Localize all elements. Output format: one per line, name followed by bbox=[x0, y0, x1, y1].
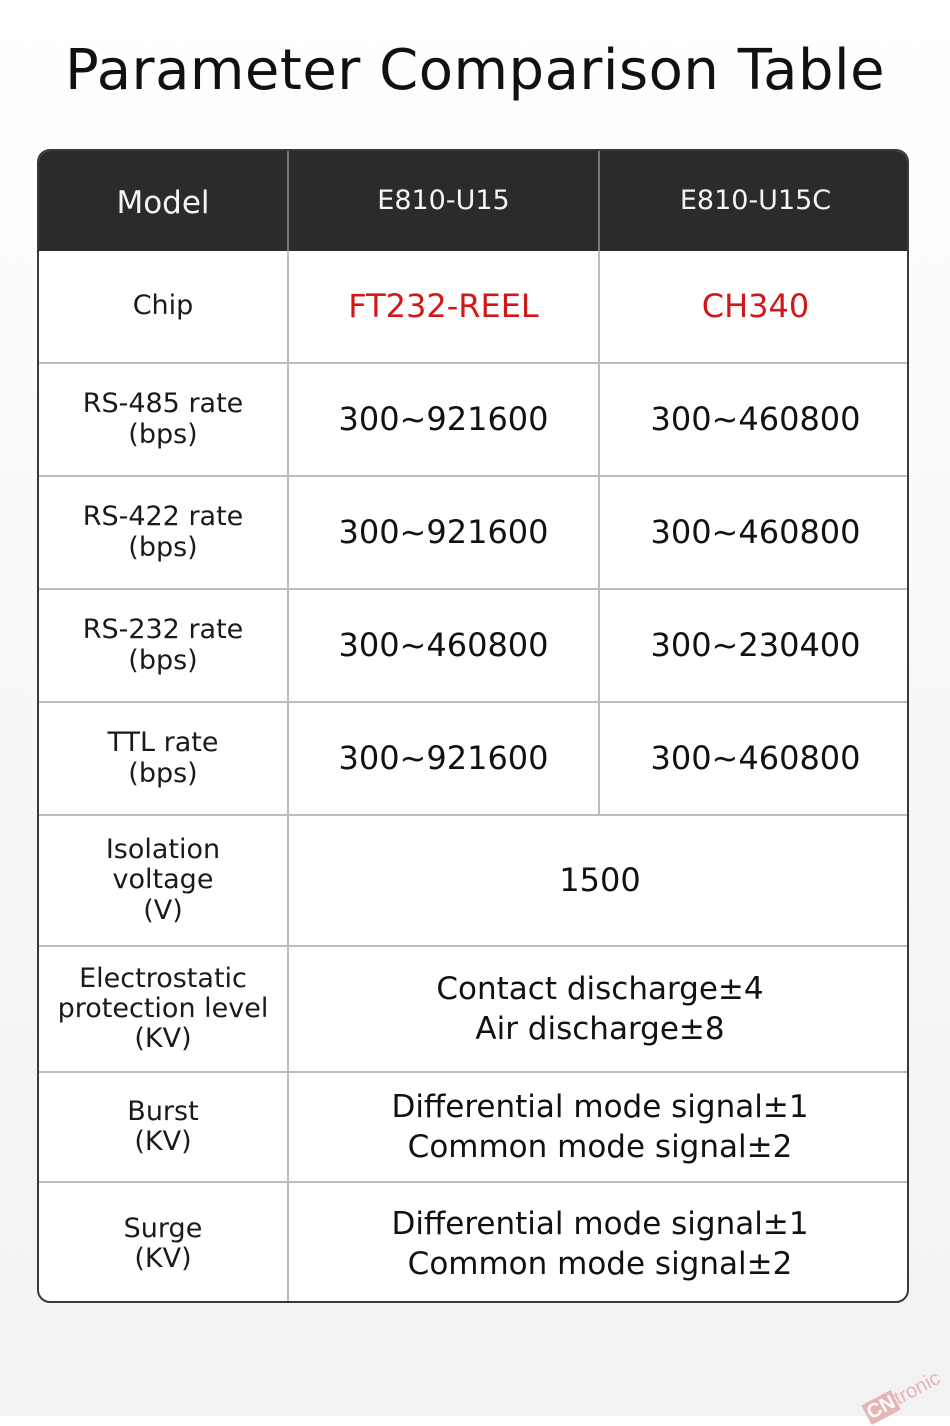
ttl-value-1: 300~921600 bbox=[289, 703, 600, 816]
row-label-electrostatic: Electrostatic protection level (KV) bbox=[39, 947, 289, 1073]
row-label-chip: Chip bbox=[39, 251, 289, 364]
surge-value: Differential mode signal±1 Common mode signal±2 bbox=[391, 1205, 809, 1282]
watermark-logo: CNtronic bbox=[863, 1367, 945, 1425]
rs232-value-2: 300~230400 bbox=[600, 590, 909, 703]
page-title: Parameter Comparison Table bbox=[64, 38, 886, 103]
chip-value-2: CH340 bbox=[600, 251, 909, 364]
header-col-1: E810-U15 bbox=[289, 151, 600, 251]
electrostatic-value: Contact discharge±4 Air discharge±8 bbox=[289, 947, 909, 1073]
row-label-rs422: RS-422 rate (bps) bbox=[39, 477, 289, 590]
rs422-value-2: 300~460800 bbox=[600, 477, 909, 590]
row-label-isolation: Isolation voltage (V) bbox=[39, 816, 289, 947]
comparison-table bbox=[37, 149, 909, 1303]
chip-value-1: FT232-REEL bbox=[289, 251, 600, 364]
rs485-value-1: 300~921600 bbox=[289, 364, 600, 477]
header-model: Model bbox=[39, 151, 289, 251]
row-label-rs232: RS-232 rate (bps) bbox=[39, 590, 289, 703]
row-label-ttl: TTL rate (bps) bbox=[39, 703, 289, 816]
burst-value: Differential mode signal±1 Common mode signal±2 bbox=[289, 1073, 909, 1183]
rs485-value-2: 300~460800 bbox=[600, 364, 909, 477]
isolation-value: 1500 bbox=[289, 816, 909, 947]
ttl-value-2: 300~460800 bbox=[600, 703, 909, 816]
header-col-2: E810-U15C bbox=[600, 151, 909, 251]
row-label-rs485: RS-485 rate (bps) bbox=[39, 364, 289, 477]
row-label-surge: Surge (KV) bbox=[39, 1183, 289, 1303]
rs232-value-1: 300~460800 bbox=[289, 590, 600, 703]
rs422-value-1: 300~921600 bbox=[289, 477, 600, 590]
row-label-burst: Burst (KV) bbox=[39, 1073, 289, 1183]
